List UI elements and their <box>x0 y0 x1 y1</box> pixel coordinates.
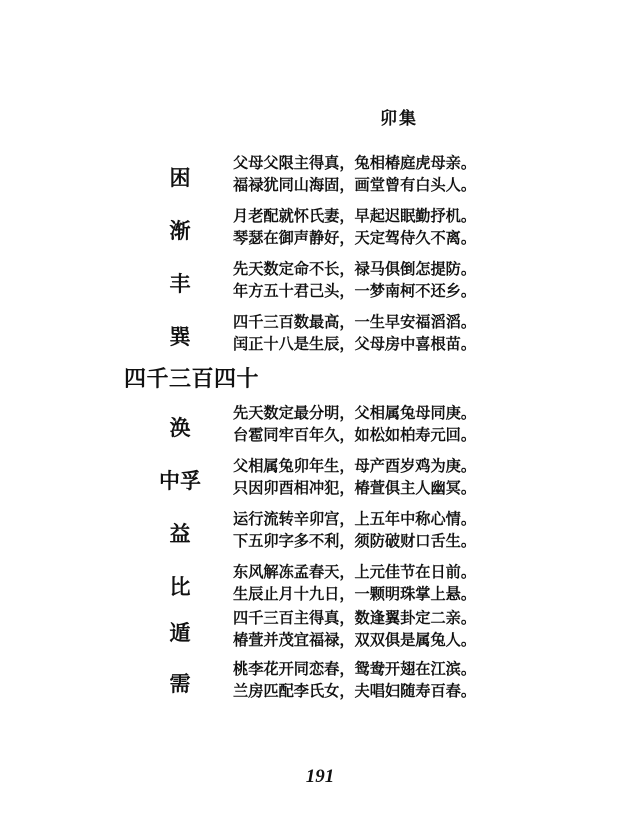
verse-text <box>233 508 476 552</box>
verse-text <box>233 152 476 196</box>
verse-line: 椿萱并茂宜福禄，双双俱是属兔人。 <box>233 631 476 649</box>
verse-entry <box>0 402 640 450</box>
verse-entry <box>0 455 640 503</box>
hexagram-name: 丰 <box>169 271 191 296</box>
page-number: 191 <box>305 766 335 787</box>
verse-entry <box>0 152 640 200</box>
verse-text <box>233 455 476 499</box>
verse-text <box>233 402 476 446</box>
verse-line: 运行流转辛卯宫，上五年中称心情。 <box>233 510 476 528</box>
verse-entry <box>0 205 640 253</box>
hexagram-name: 中孚 <box>159 468 201 493</box>
verse-line: 月老配就怀氏妻，早起迟眠勤抒机。 <box>233 207 476 225</box>
verse-entry <box>0 658 640 706</box>
verse-entry <box>0 508 640 556</box>
verse-line: 台雹同牢百年久，如松如柏寿元回。 <box>233 426 476 444</box>
running-header: 卯集 <box>380 109 418 129</box>
verse-text <box>233 311 476 355</box>
verse-entry <box>0 561 640 609</box>
verse-text <box>233 205 476 249</box>
verse-line: 福禄犹同山海固，画堂曾有白头人。 <box>233 176 476 194</box>
verse-line: 父母父限主得真，兔相椿庭虎母亲。 <box>233 154 476 172</box>
verse-line: 年方五十君己头，一梦南柯不还乡。 <box>233 282 476 300</box>
verse-entry <box>0 607 640 655</box>
verse-line: 先天数定最分明，父相属兔母同庚。 <box>233 404 476 422</box>
hexagram-name: 比 <box>169 574 191 599</box>
verse-entry <box>0 311 640 359</box>
hexagram-name: 涣 <box>169 415 191 440</box>
verse-text <box>233 607 476 651</box>
verse-line: 琴瑟在御声静好，天定驾侍久不离。 <box>233 229 476 247</box>
verse-line: 父相属兔卯年生，母产酉岁鸡为庚。 <box>233 457 476 475</box>
verse-line: 桃李花开同恋春，鸳鸯开翅在江滨。 <box>233 660 476 678</box>
verse-text <box>233 658 476 702</box>
verse-line: 闰正十八是生辰，父母房中喜根苗。 <box>233 335 476 353</box>
verse-line: 只因卯酉相冲犯，椿萱俱主人幽冥。 <box>233 479 476 497</box>
verse-line: 生辰止月十九日，一颗明珠掌上悬。 <box>233 585 476 603</box>
section-heading: 四千三百四十 <box>124 366 260 392</box>
hexagram-name: 需 <box>169 671 191 696</box>
verse-line: 四千三百数最高，一生早安福滔滔。 <box>233 313 476 331</box>
hexagram-name: 巽 <box>169 324 191 349</box>
hexagram-name: 遁 <box>169 620 191 645</box>
verse-line: 兰房匹配李氏女，夫唱妇随寿百春。 <box>233 682 476 700</box>
verse-line: 下五卯字多不利，须防破财口舌生。 <box>233 532 476 550</box>
verse-line: 东风解冻孟春天，上元佳节在日前。 <box>233 563 476 581</box>
hexagram-name: 渐 <box>169 218 191 243</box>
verse-line: 四千三百主得真，数逢翼卦定二亲。 <box>233 609 476 627</box>
verse-text <box>233 258 476 302</box>
verse-entry <box>0 258 640 306</box>
hexagram-name: 困 <box>169 165 191 190</box>
verse-line: 先天数定命不长，禄马俱倒怎提防。 <box>233 260 476 278</box>
hexagram-name: 益 <box>169 521 191 546</box>
verse-text <box>233 561 476 605</box>
